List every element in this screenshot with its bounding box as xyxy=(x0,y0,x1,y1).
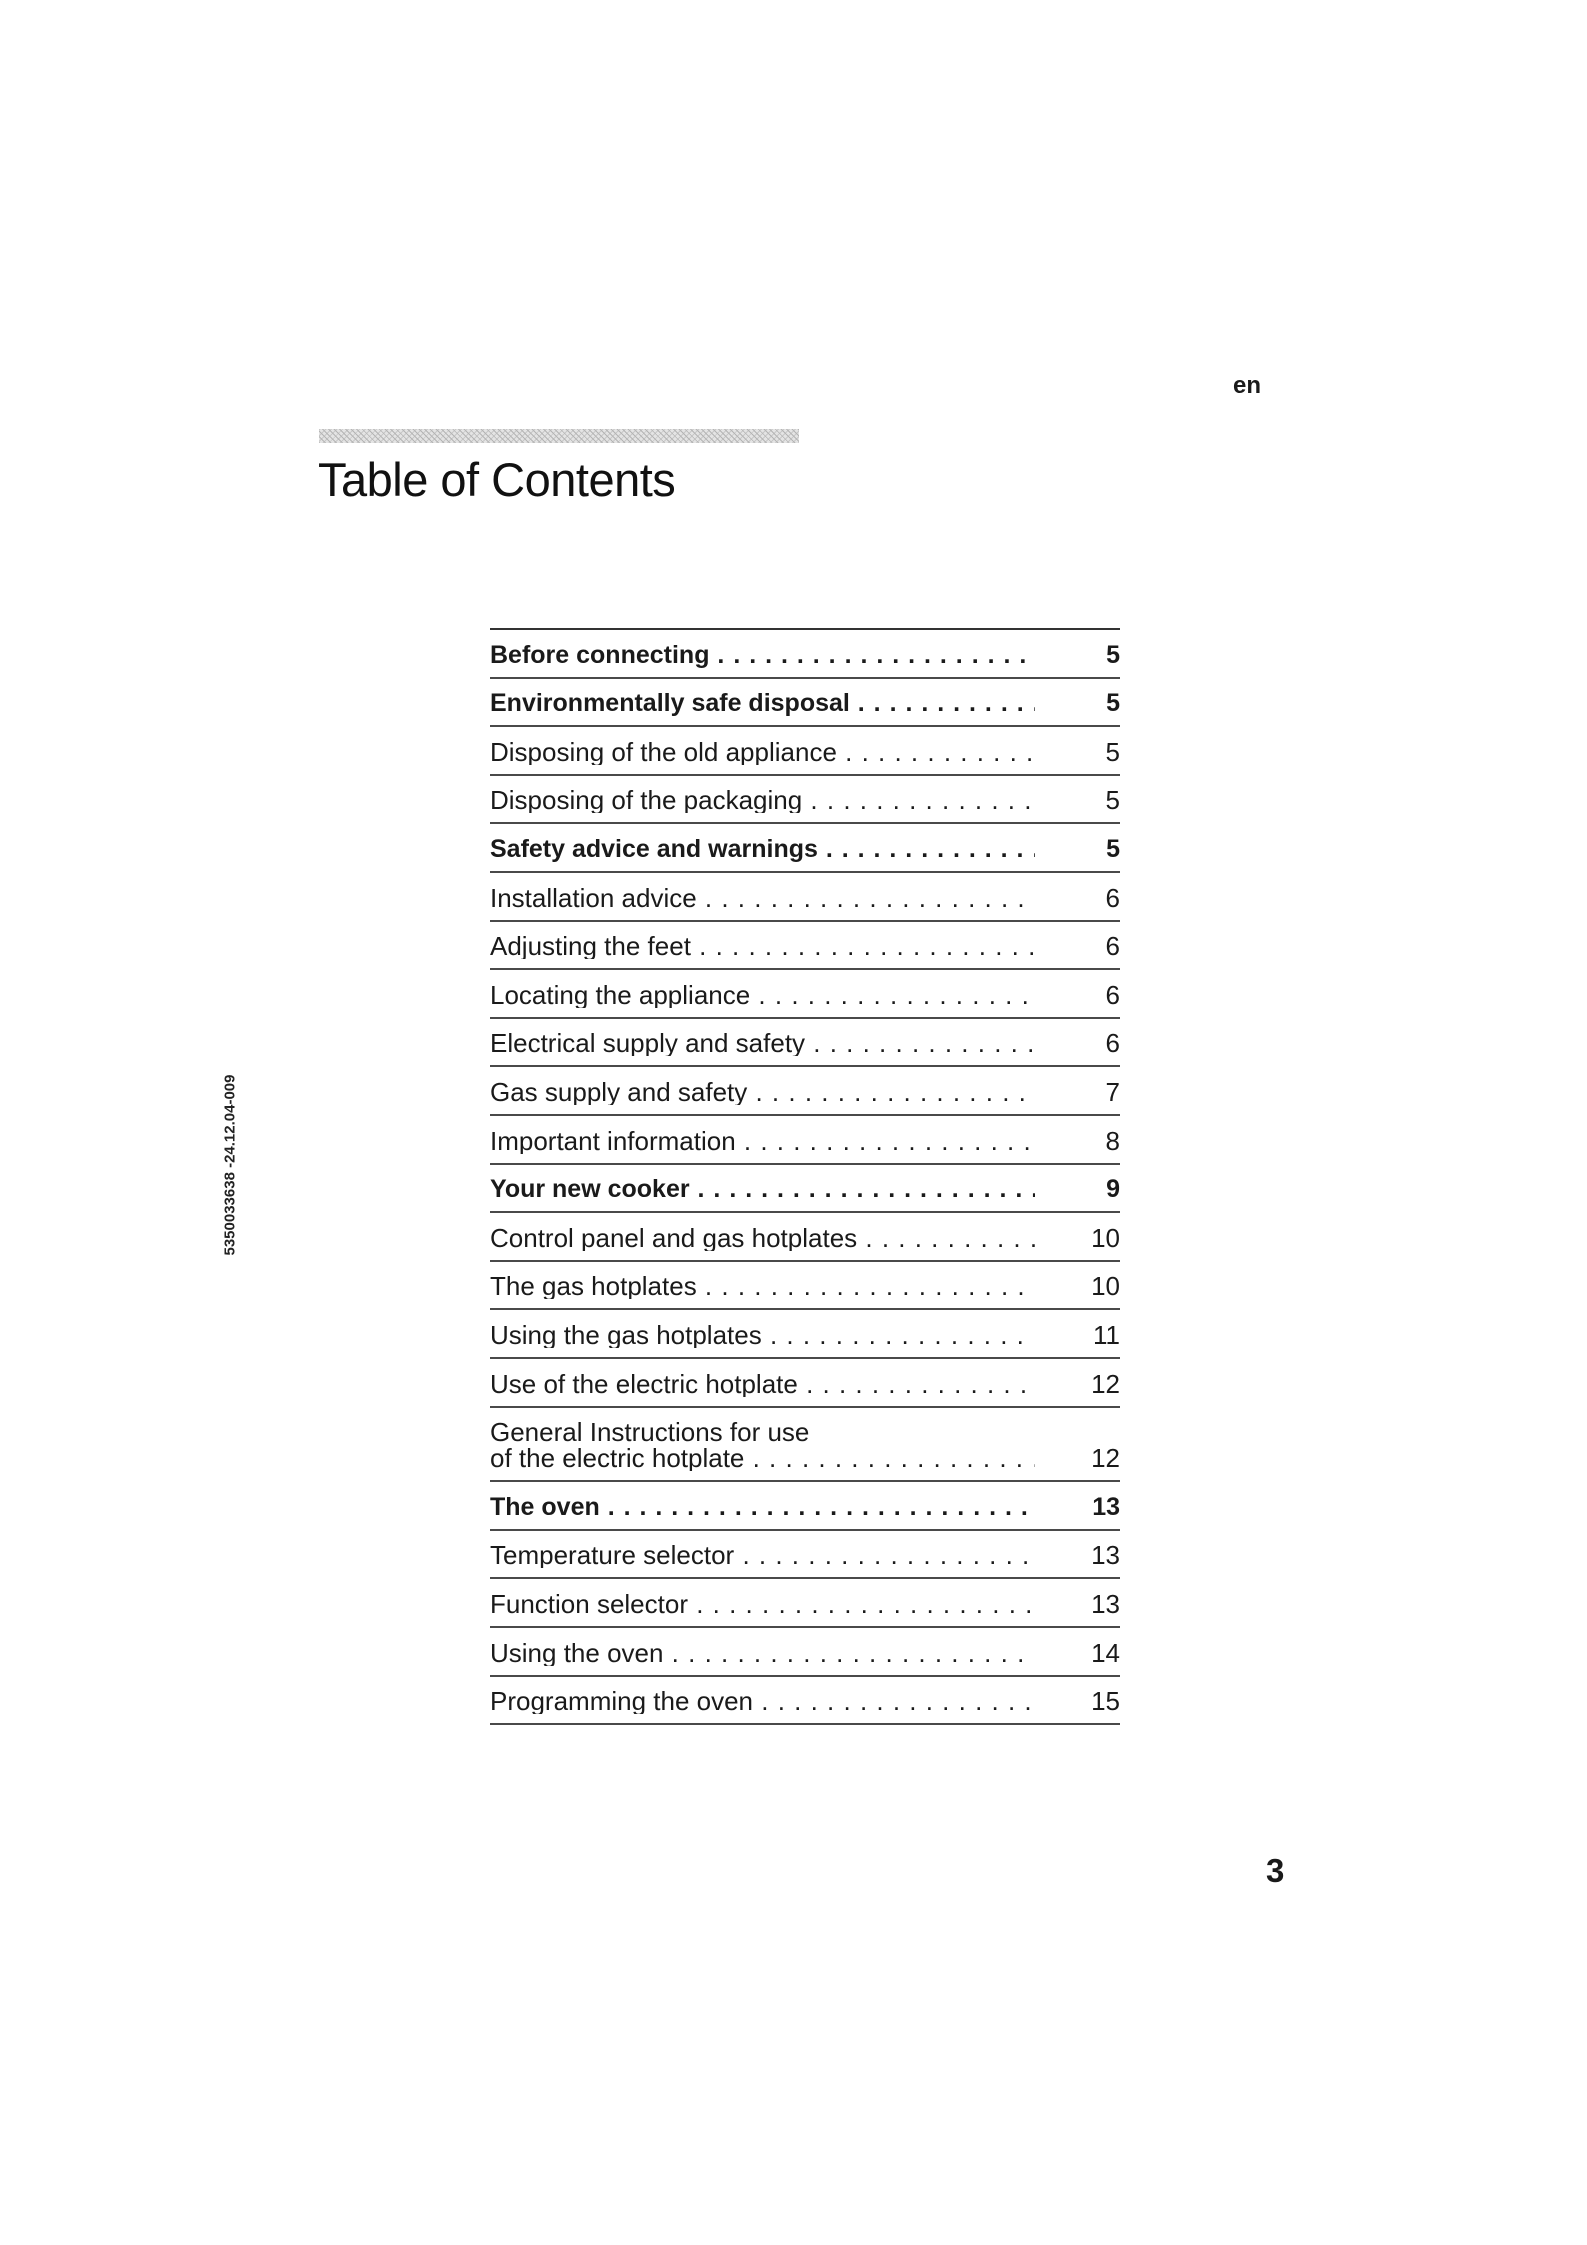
toc-entry-label-text: Your new cooker . . . xyxy=(490,1176,1035,1202)
toc-entry-label-text: Installation advice . . . xyxy=(490,885,1035,911)
toc-entry-page: 8 xyxy=(1105,1125,1120,1156)
toc-entry-label xyxy=(490,885,1035,911)
toc-entry-label-text: Using the oven . . . xyxy=(490,1640,1035,1666)
toc-entry[interactable] xyxy=(490,1019,1120,1068)
toc-entry-label xyxy=(490,690,1035,716)
toc-entry-label xyxy=(490,1273,1035,1299)
toc-entry-label xyxy=(490,1079,1035,1105)
toc-entry[interactable] xyxy=(490,1628,1120,1677)
toc-entry-page: 5 xyxy=(1106,689,1120,718)
toc-entry-label xyxy=(490,1128,1035,1154)
toc-entry-page: 6 xyxy=(1105,882,1120,913)
toc-entry-page: 5 xyxy=(1105,785,1120,816)
toc-entry-label-text: The gas hotplates . . . xyxy=(490,1273,1035,1299)
toc-entry[interactable] xyxy=(490,1359,1120,1408)
toc-entry[interactable] xyxy=(490,776,1120,825)
toc-entry-label-text: Disposing of the packaging . . . xyxy=(490,787,1035,813)
toc-entry[interactable] xyxy=(490,1482,1120,1531)
toc-entry-label-text: Using the gas hotplates . . . xyxy=(490,1322,1035,1348)
toc-entry-label xyxy=(490,739,1035,765)
toc-entry-label xyxy=(490,1591,1035,1617)
toc-entry-label xyxy=(490,1030,1035,1056)
toc-entry-page: 10 xyxy=(1091,1271,1120,1302)
toc-entry[interactable] xyxy=(490,1116,1120,1165)
toc-entry[interactable] xyxy=(490,1579,1120,1628)
toc-entry-label xyxy=(490,642,1035,668)
toc-entry[interactable] xyxy=(490,1262,1120,1311)
toc-entry-label-text: Electrical supply and safety . . . xyxy=(490,1030,1035,1056)
toc-entry-page: 6 xyxy=(1105,931,1120,962)
toc-entry-page: 13 xyxy=(1091,1540,1120,1571)
page-number: 3 xyxy=(1266,1852,1285,1889)
document-code: 5350033638 -24.12.04-009 xyxy=(221,1074,239,1256)
page-title: Table of Contents xyxy=(318,453,676,506)
toc-entry-page: 6 xyxy=(1105,1028,1120,1059)
toc-entry[interactable] xyxy=(490,1310,1120,1359)
toc-entry-page: 6 xyxy=(1105,979,1120,1010)
table-of-contents xyxy=(490,628,1120,1725)
toc-entry[interactable] xyxy=(490,727,1120,776)
toc-entry-label-text: Temperature selector . . . xyxy=(490,1542,1035,1568)
language-code: en xyxy=(1233,372,1262,399)
toc-entry-label-text: Safety advice and warnings . . . xyxy=(490,836,1035,862)
toc-entry[interactable] xyxy=(490,873,1120,922)
toc-entry-label-text: Use of the electric hotplate . . . xyxy=(490,1371,1035,1397)
toc-entry-label-line2: of the electric hotplate . . . xyxy=(490,1445,1035,1471)
toc-entry-label-text: The oven . . . xyxy=(490,1494,1035,1520)
toc-entry-page: 14 xyxy=(1091,1637,1120,1668)
toc-entry-page: 7 xyxy=(1105,1076,1120,1107)
toc-entry-label-text: Before connecting . . . xyxy=(490,642,1035,668)
toc-entry[interactable] xyxy=(490,824,1120,873)
toc-entry-label xyxy=(490,982,1035,1008)
toc-entry-page: 11 xyxy=(1093,1319,1120,1350)
toc-entry-page: 12 xyxy=(1091,1443,1120,1474)
toc-entry[interactable] xyxy=(490,922,1120,971)
toc-entry-page: 5 xyxy=(1106,834,1120,863)
toc-entry-label-line1: General Instructions for use xyxy=(490,1419,810,1448)
toc-entry[interactable] xyxy=(490,630,1120,679)
toc-entry-label xyxy=(490,1542,1035,1568)
toc-entry-page: 5 xyxy=(1105,736,1120,767)
toc-entry-page: 10 xyxy=(1091,1222,1120,1253)
toc-entry-label xyxy=(490,1688,1035,1714)
toc-entry-page: 13 xyxy=(1091,1589,1120,1620)
toc-entry-label xyxy=(490,1494,1035,1520)
toc-entry-label-text: Important information . . . xyxy=(490,1128,1035,1154)
toc-entry[interactable] xyxy=(490,1165,1120,1214)
toc-entry-label xyxy=(490,1371,1035,1397)
toc-entry[interactable] xyxy=(490,679,1120,728)
toc-entry[interactable] xyxy=(490,1531,1120,1580)
toc-entry-page: 13 xyxy=(1092,1492,1120,1521)
toc-entry-label xyxy=(490,1640,1035,1666)
toc-entry[interactable] xyxy=(490,1067,1120,1116)
toc-entry-label-text: Function selector . . . xyxy=(490,1591,1035,1617)
toc-entry-label-text: Gas supply and safety . . . xyxy=(490,1079,1035,1105)
toc-entry-label xyxy=(490,1419,1035,1471)
toc-entry-label xyxy=(490,787,1035,813)
toc-entry-page: 15 xyxy=(1091,1686,1120,1717)
toc-entry[interactable] xyxy=(490,970,1120,1019)
toc-entry-page: 5 xyxy=(1106,640,1120,669)
toc-entry-label-text: Disposing of the old appliance . . . xyxy=(490,739,1035,765)
toc-entry-label xyxy=(490,1322,1035,1348)
toc-entry-label xyxy=(490,836,1035,862)
toc-entry-page: 12 xyxy=(1091,1368,1120,1399)
toc-entry-label-text: Locating the appliance . . . xyxy=(490,982,1035,1008)
toc-entry-label xyxy=(490,1176,1035,1202)
header-decorative-bar xyxy=(319,429,799,443)
toc-entry-label-text: Adjusting the feet . . . xyxy=(490,933,1035,959)
toc-entry-page: 9 xyxy=(1106,1175,1120,1204)
toc-entry-label-text: Environmentally safe disposal . . . xyxy=(490,690,1035,716)
toc-entry-label-text: Control panel and gas hotplates . . . xyxy=(490,1225,1035,1251)
toc-entry-label xyxy=(490,1225,1035,1251)
toc-entry-label xyxy=(490,933,1035,959)
toc-entry[interactable] xyxy=(490,1677,1120,1726)
toc-entry-label-text: Programming the oven . . . xyxy=(490,1688,1035,1714)
toc-entry[interactable] xyxy=(490,1213,1120,1262)
toc-entry[interactable] xyxy=(490,1408,1120,1483)
